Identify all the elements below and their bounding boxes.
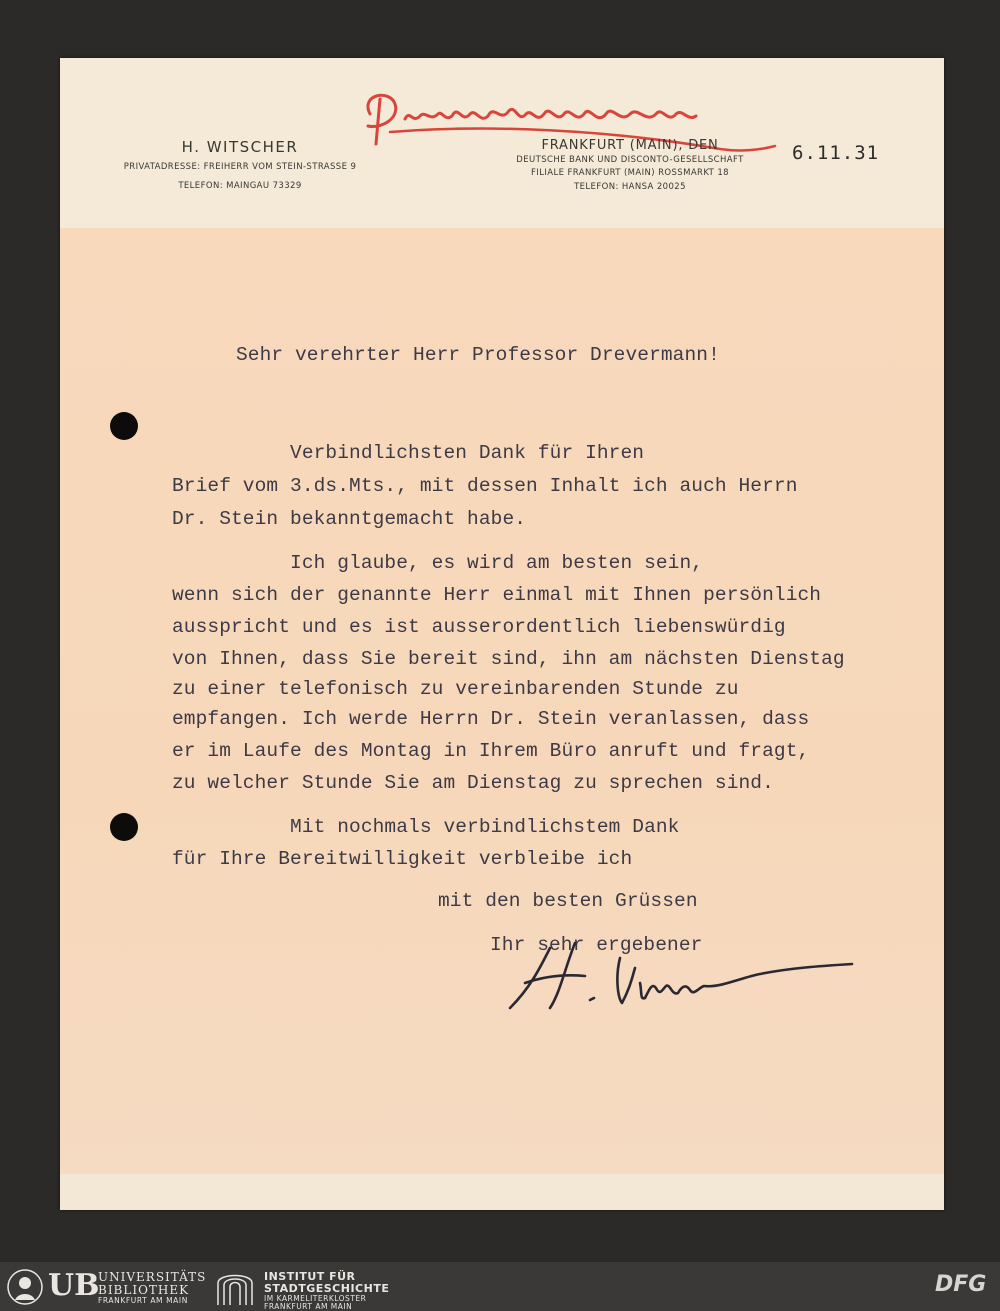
isg-line-4: FRANKFURT AM MAIN [264,1302,353,1311]
paper-bottom [60,1174,944,1210]
letterhead-name: H. WITSCHER [181,138,299,156]
letter-page [60,58,944,1210]
ub-line-1: UNIVERSITÄTS [98,1270,207,1284]
isg-line-3: IM KARMELITERKLOSTER [264,1294,367,1303]
paper-tint [60,228,944,1174]
ub-line-2: BIBLIOTHEK [98,1283,190,1297]
closing-signoff: Ihr sehr ergebener [490,934,703,956]
isg-line-1: INSTITUT FÜR [264,1270,356,1283]
handwritten-signature [490,938,870,1018]
body-line-13: für Ihre Bereitwilligkeit verbleibe ich [172,848,633,870]
letterhead-city: FRANKFURT (MAIN), DEN [541,138,719,153]
punch-hole-bottom [110,813,138,841]
body-line-3: Dr. Stein bekanntgemacht habe. [172,508,527,530]
body-line-1: Verbindlichsten Dank für Ihren [172,442,645,464]
ub-line-3: FRANKFURT AM MAIN [98,1296,188,1305]
body-line-9: empfangen. Ich werde Herrn Dr. Stein veranlassen, dass [172,708,810,730]
body-line-2: Brief vom 3.ds.Mts., mit dessen Inhalt ich auch Herrn [172,475,798,497]
letterhead-branch: FILIALE FRANKFURT (MAIN) ROSSMARKT 18 [531,168,729,178]
closing-greeting: mit den besten Grüssen [438,890,698,912]
isg-line-2: STADTGESCHICHTE [264,1282,390,1295]
body-line-12: Mit nochmals verbindlichstem Dank [172,816,680,838]
letter-date: 6.11.31 [792,142,880,164]
body-line-6: ausspricht und es ist ausserordentlich liebenswürdig [172,616,786,638]
salutation: Sehr verehrter Herr Professor Drevermann! [236,344,720,366]
ub-logo: UB [48,1268,100,1303]
letterhead-private-address: PRIVATADRESSE: FREIHERR VOM STEIN-STRASSE 9 [123,162,357,172]
body-line-11: zu welcher Stunde Sie am Dienstag zu sprechen sind. [172,772,774,794]
body-line-10: er im Laufe des Montag in Ihrem Büro anruft und fragt, [172,740,810,762]
dfg-logo: DFG [935,1272,987,1297]
punch-hole-top [110,412,138,440]
letterhead-phone-business: TELEFON: HANSA 20025 [574,182,686,192]
body-line-5: wenn sich der genannte Herr einmal mit Ihnen persönlich [172,584,822,606]
body-line-4: Ich glaube, es wird am besten sein, [172,552,704,574]
body-line-8: zu einer telefonisch zu vereinbarenden Stunde zu [172,678,739,700]
letterhead-bank: DEUTSCHE BANK UND DISCONTO-GESELLSCHAFT [516,155,744,165]
footer-bar [0,1262,1000,1311]
university-seal-icon [6,1268,44,1306]
letterhead-phone-private: TELEFON: MAINGAU 73329 [178,181,302,191]
body-line-7: von Ihnen, dass Sie bereit sind, ihn am nächsten Dienstag [172,648,845,670]
monastery-arch-icon [214,1267,256,1307]
